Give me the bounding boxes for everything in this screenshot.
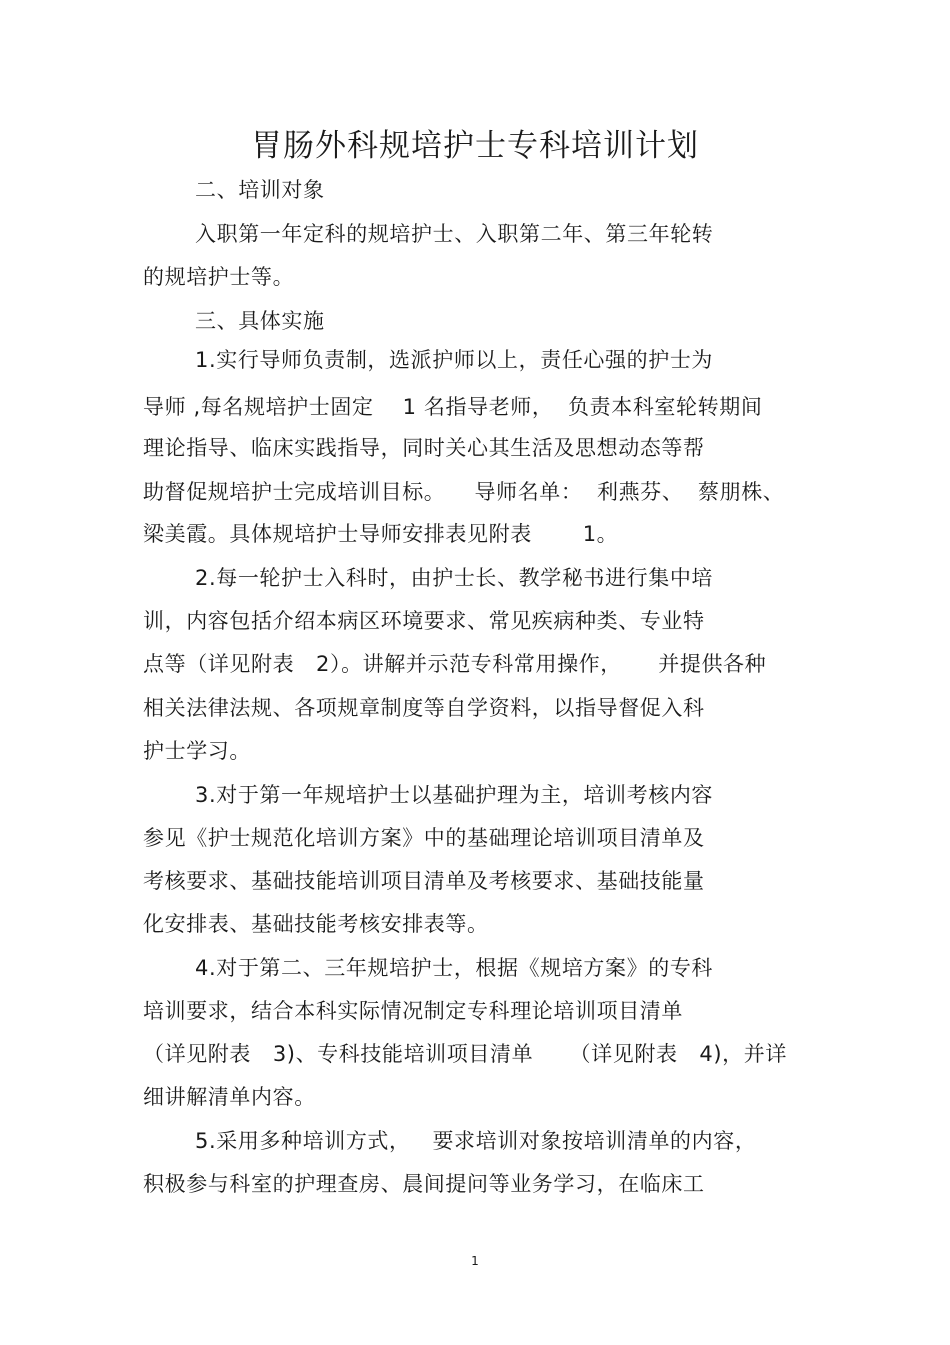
- paragraph-line: 的规培护士等。: [143, 265, 295, 289]
- paragraph-line: 助督促规培护士完成培训目标。 导师名单： 利燕芬、 蔡朋株、: [143, 480, 785, 504]
- paragraph-line: （详见附表 3)、专科技能培训项目清单 （详见附表 4)，并详: [143, 1042, 787, 1066]
- paragraph-line: 理论指导、临床实践指导，同时关心其生活及思想动态等帮: [143, 436, 705, 460]
- document-title: 胃肠外科规培护士专科培训计划: [251, 128, 699, 164]
- paragraph-line: 2.每一轮护士入科时，由护士长、教学秘书进行集中培: [195, 566, 714, 590]
- paragraph-line: 化安排表、基础技能考核安排表等。: [143, 912, 489, 936]
- paragraph-line: 入职第一年定科的规培护士、入职第二年、第三年轮转: [195, 222, 714, 246]
- paragraph-line: 护士学习。: [143, 739, 251, 763]
- paragraph-line: 积极参与科室的护理查房、晨间提问等业务学习，在临床工: [143, 1172, 705, 1196]
- paragraph-line: 1.实行导师负责制，选派护师以上，责任心强的护士为: [195, 348, 714, 372]
- paragraph-line: 5.采用多种培训方式， 要求培训对象按培训清单的内容，: [195, 1129, 757, 1153]
- paragraph-line: 培训要求，结合本科实际情况制定专科理论培训项目清单: [143, 999, 683, 1023]
- section-heading-implementation: 三、具体实施: [195, 309, 325, 333]
- page-number: 1: [471, 1254, 479, 1268]
- paragraph-line: 点等（详见附表 2）。讲解并示范专科常用操作， 并提供各种: [143, 652, 767, 676]
- paragraph-line: 考核要求、基础技能培训项目清单及考核要求、基础技能量: [143, 869, 705, 893]
- paragraph-line: 训，内容包括介绍本病区环境要求、常见疾病种类、专业特: [143, 609, 705, 633]
- paragraph-line: 4.对于第二、三年规培护士，根据《规培方案》的专科: [195, 956, 714, 980]
- paragraph-line: 梁美霞。具体规培护士导师安排表见附表 1。: [143, 522, 619, 546]
- paragraph-line: 参见《护士规范化培训方案》中的基础理论培训项目清单及: [143, 826, 705, 850]
- paragraph-line: 细讲解清单内容。: [143, 1085, 316, 1109]
- paragraph-line: 相关法律法规、各项规章制度等自学资料，以指导督促入科: [143, 696, 705, 720]
- section-heading-training-target: 二、培训对象: [195, 178, 325, 202]
- paragraph-line: 导师 ,每名规培护士固定 1 名指导老师， 负责本科室轮转期间: [143, 395, 763, 419]
- paragraph-line: 3.对于第一年规培护士以基础护理为主，培训考核内容: [195, 783, 714, 807]
